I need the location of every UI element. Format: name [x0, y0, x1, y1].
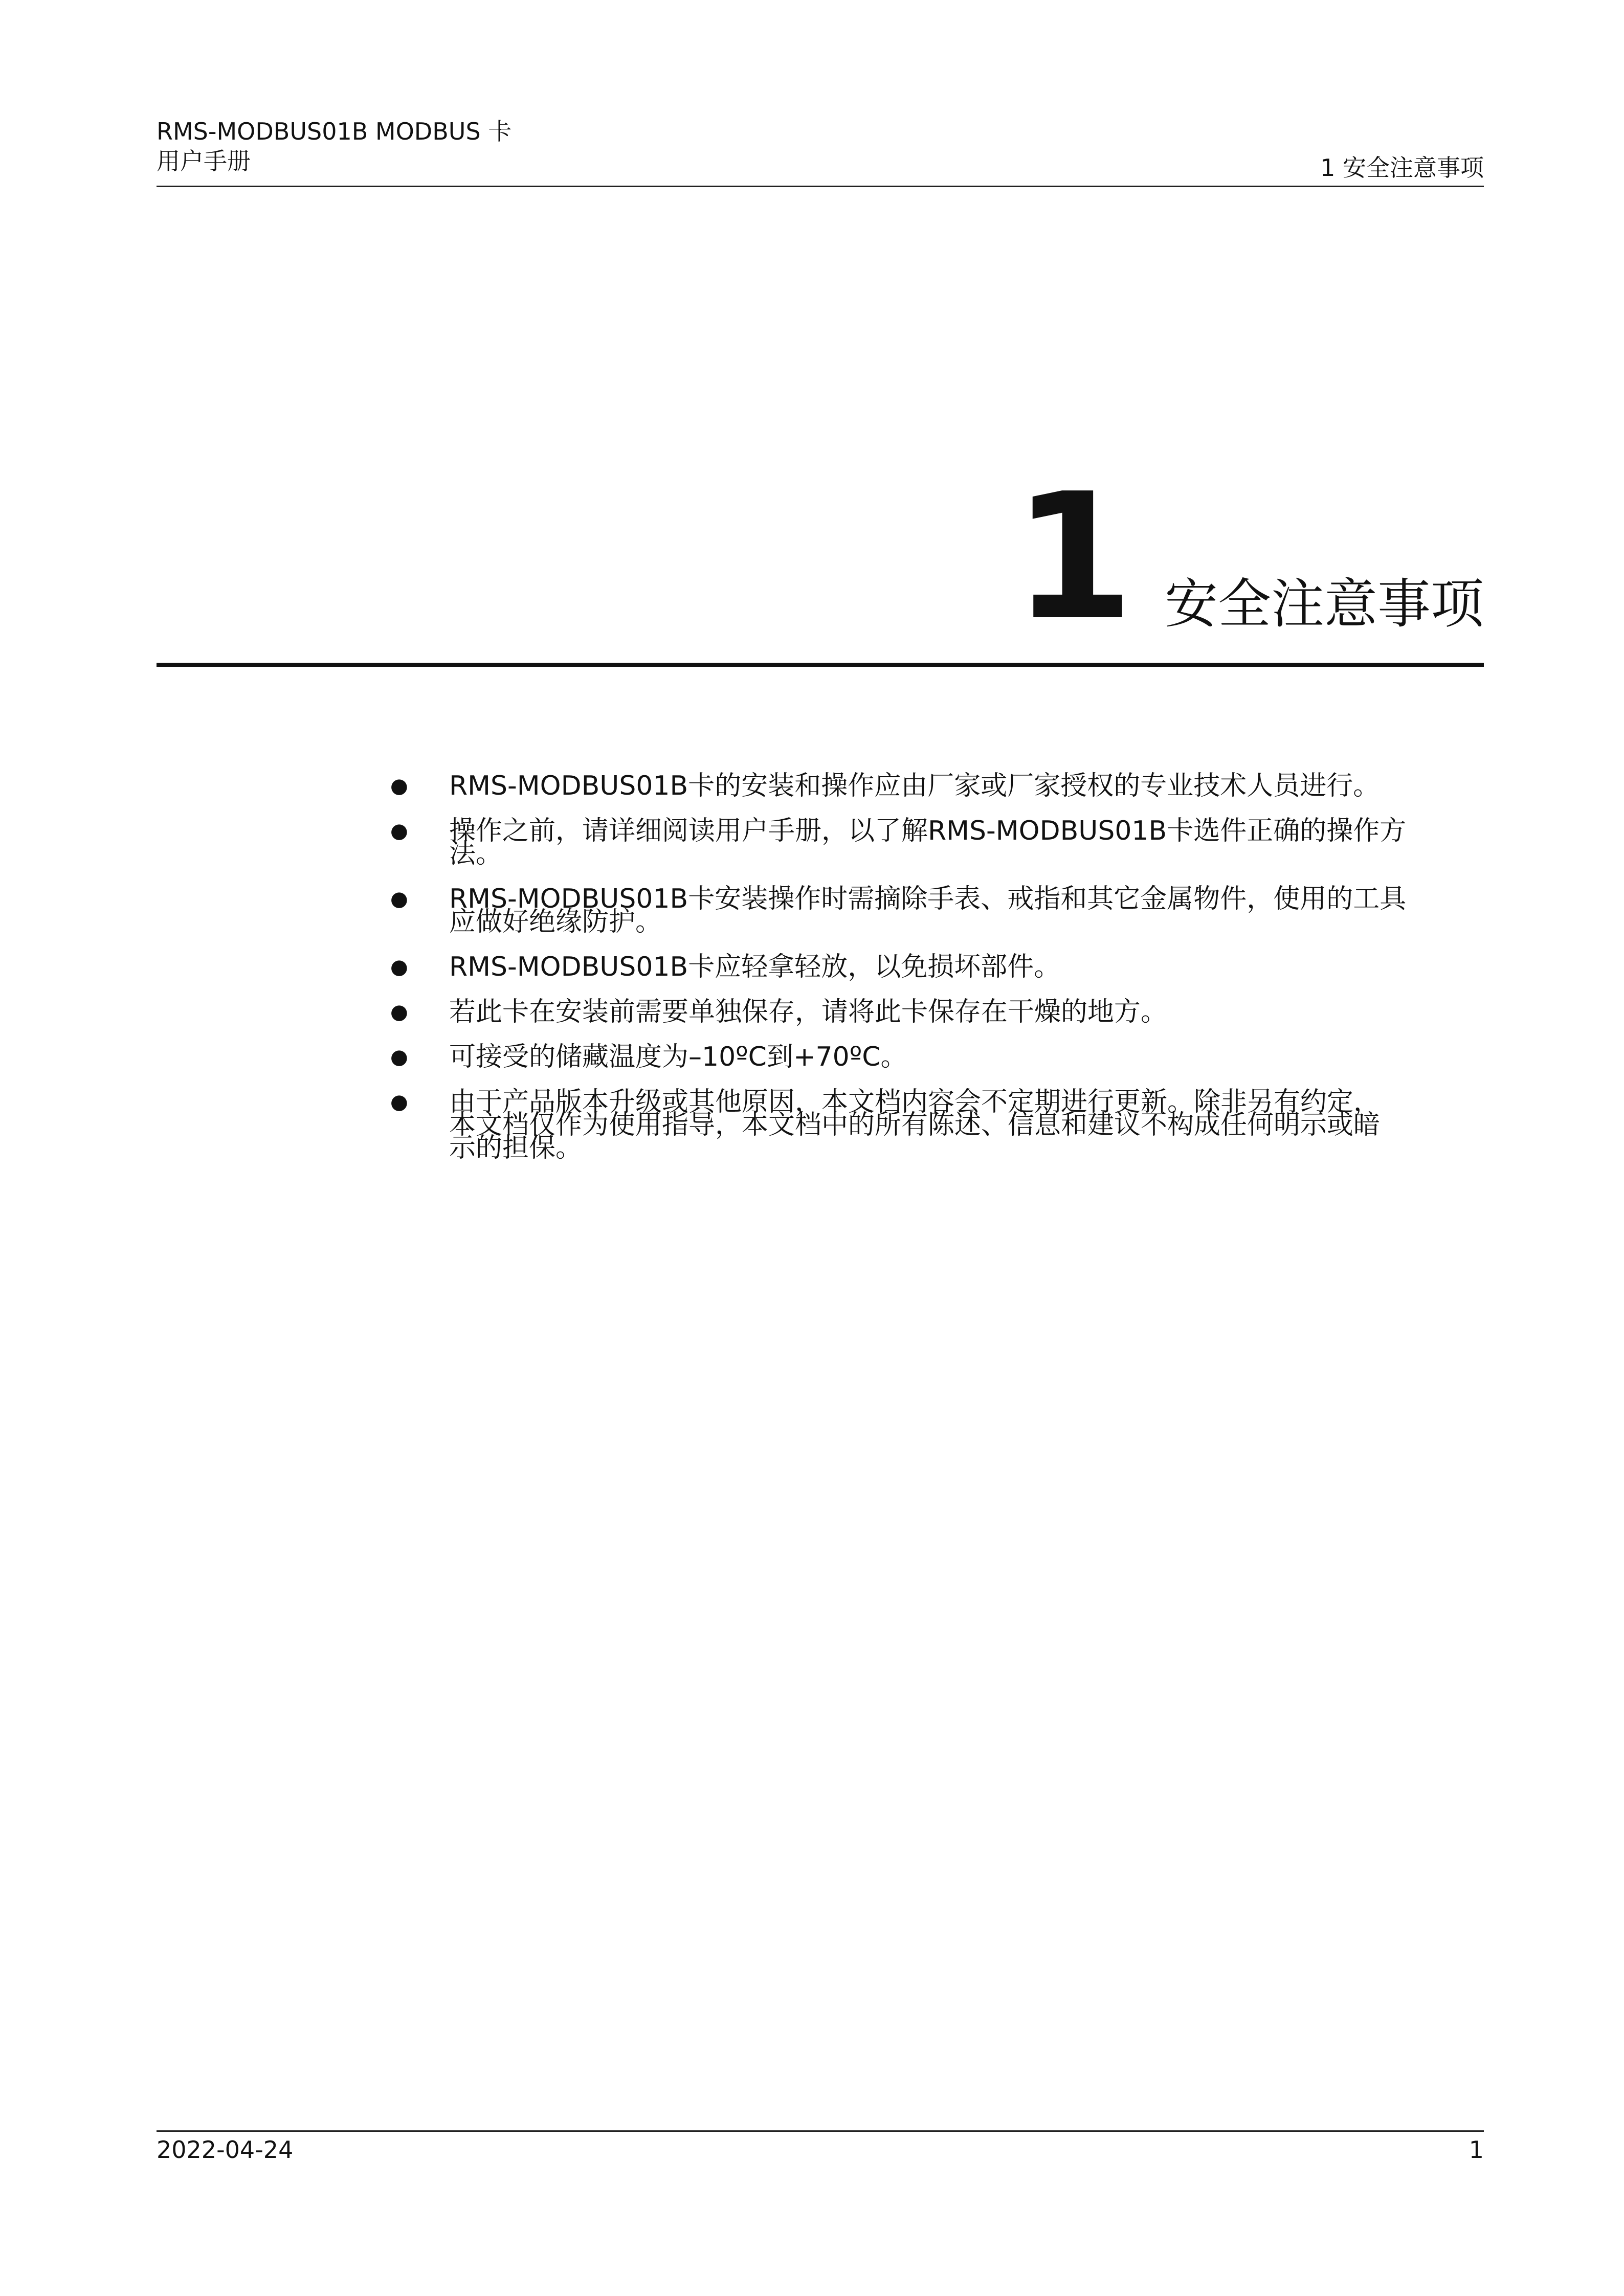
bullet-icon: ● [390, 1045, 408, 1069]
bullet-icon: ● [390, 955, 408, 979]
list-item [389, 884, 1483, 937]
list-item-text-line: 法。 [449, 839, 503, 869]
page-footer [157, 2130, 1484, 2173]
list-item [389, 1042, 1483, 1072]
list-item-text-line: RMS-MODBUS01B卡安装操作时需摘除手表、戒指和其它金属物件，使用的工具 [449, 884, 1407, 914]
header-left [157, 117, 511, 176]
safety-notes-list [389, 771, 1483, 1182]
page-header [157, 117, 1484, 187]
bullet-icon: ● [390, 774, 408, 798]
list-item [389, 816, 1483, 869]
header-section-title: 1 安全注意事项 [1320, 154, 1484, 182]
list-item-text-line: 可接受的储藏温度为–10ºC到+70ºC。 [449, 1042, 907, 1072]
list-item-text-line: 应做好绝缘防护。 [449, 907, 662, 937]
list-item [389, 771, 1483, 801]
list-item-text-line: 示的担保。 [449, 1133, 583, 1163]
list-item-text-line: 本文档仅作为使用指导，本文档中的所有陈述、信息和建议不构成任何明示或暗 [449, 1110, 1381, 1140]
list-item-text-line: RMS-MODBUS01B卡的安装和操作应由厂家或厂家授权的专业技术人员进行。 [449, 771, 1380, 801]
chapter-title: 安全注意事项 [1164, 573, 1484, 635]
chapter-number: 1 [1013, 456, 1134, 659]
footer-date: 2022-04-24 [157, 2136, 294, 2164]
list-item [389, 952, 1483, 982]
chapter-divider [157, 663, 1484, 667]
bullet-icon: ● [390, 819, 408, 843]
chapter-heading [1013, 455, 1484, 659]
list-item-text-line: 若此卡在安装前需要单独保存，请将此卡保存在干燥的地方。 [449, 997, 1168, 1027]
list-item-text-line: 由于产品版本升级或其他原因，本文档内容会不定期进行更新。除非另有约定， [449, 1087, 1381, 1117]
bullet-icon: ● [390, 1000, 408, 1024]
header-product-name: RMS-MODBUS01B MODBUS 卡 [157, 118, 512, 145]
list-item-text-line: RMS-MODBUS01B卡应轻拿轻放，以免损坏部件。 [449, 952, 1061, 982]
header-manual-title: 用户手册 [157, 147, 251, 175]
list-item-text-line: 操作之前，请详细阅读用户手册，以了解RMS-MODBUS01B卡选件正确的操作方 [449, 816, 1407, 846]
bullet-icon: ● [390, 1090, 408, 1114]
footer-page-number: 1 [1469, 2136, 1484, 2164]
bullet-icon: ● [390, 887, 408, 911]
list-item [389, 1087, 1483, 1163]
list-item [389, 997, 1483, 1027]
